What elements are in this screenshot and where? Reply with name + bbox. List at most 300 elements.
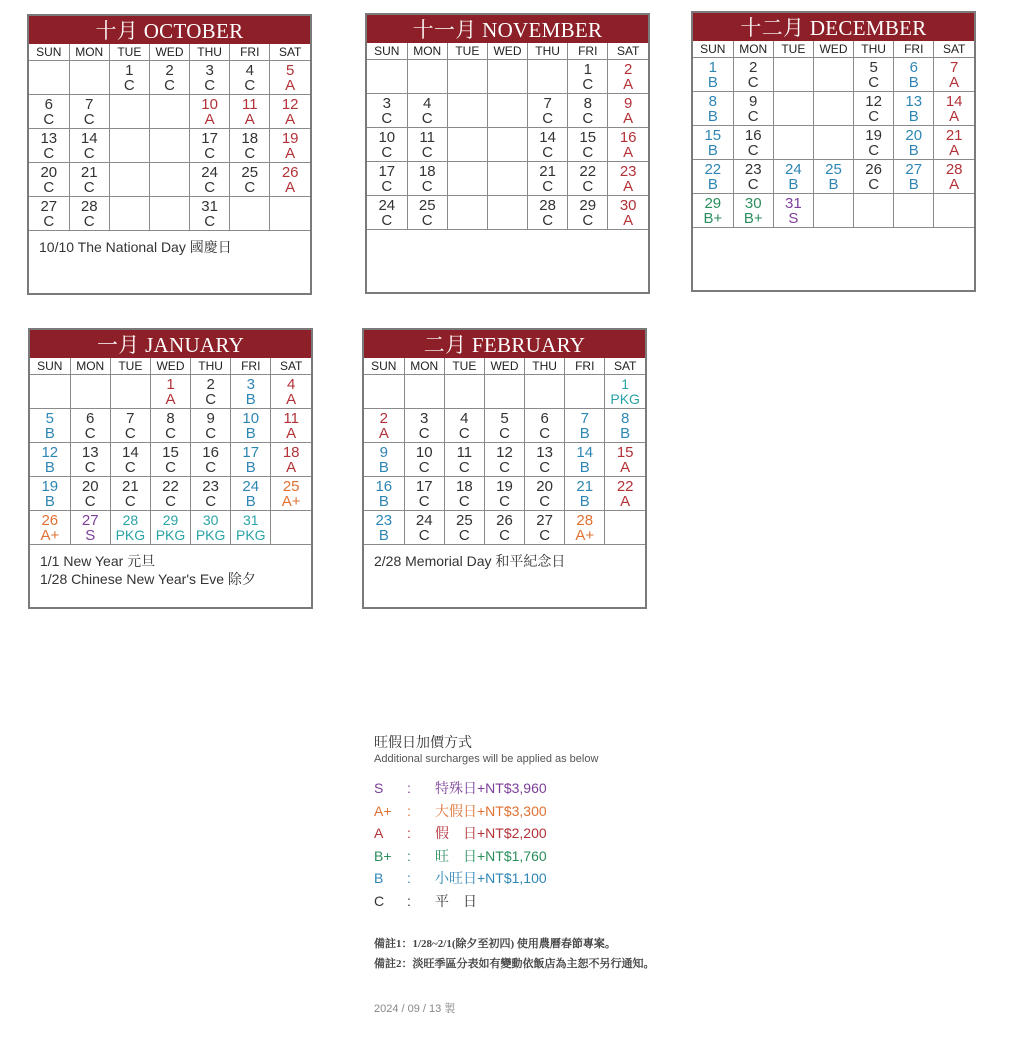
day-number: 24 xyxy=(201,163,218,181)
rate-code: C xyxy=(458,458,470,476)
day-number: 13 xyxy=(81,443,99,461)
day-number: 29 xyxy=(162,511,179,528)
day-number: 24 xyxy=(242,477,260,495)
weekday-header: TUE xyxy=(773,41,813,58)
weekday-header: TUE xyxy=(109,44,149,61)
day-cell xyxy=(934,126,974,160)
day-cell xyxy=(149,61,189,95)
day-cell xyxy=(367,94,407,128)
week-row xyxy=(693,160,974,194)
rate-code: C xyxy=(84,458,96,476)
day-number: 5 xyxy=(500,409,509,427)
day-number: 14 xyxy=(80,129,98,147)
day-number: 27 xyxy=(40,197,58,215)
day-cell xyxy=(29,129,69,163)
day-number: 13 xyxy=(905,92,923,110)
legend-code: A+ xyxy=(374,802,392,819)
day-number: 10 xyxy=(242,409,260,427)
holiday-notes xyxy=(30,545,311,595)
day-cell xyxy=(271,443,311,477)
weekday-header: SUN xyxy=(29,44,69,61)
rate-code: S xyxy=(85,526,96,544)
day-cell xyxy=(109,95,149,129)
day-cell xyxy=(110,409,150,443)
rate-code: A xyxy=(285,76,296,94)
rate-code: C xyxy=(499,458,510,476)
day-cell xyxy=(149,163,189,197)
day-cell xyxy=(854,58,894,92)
rate-code: B xyxy=(707,73,718,91)
day-cell xyxy=(487,196,527,230)
week-row xyxy=(693,92,974,126)
day-cell xyxy=(444,511,484,545)
calendar-october xyxy=(27,14,312,295)
day-cell xyxy=(894,126,934,160)
day-cell xyxy=(565,477,605,511)
rate-code: A xyxy=(286,424,297,442)
day-cell xyxy=(191,443,231,477)
day-cell xyxy=(854,126,894,160)
day-cell xyxy=(29,61,69,95)
rate-code: A xyxy=(623,143,634,161)
legend-rate: 平 日 xyxy=(435,892,477,909)
day-number: 29 xyxy=(579,196,597,214)
day-cell xyxy=(407,94,447,128)
rate-code: B xyxy=(908,141,919,159)
day-cell xyxy=(484,409,524,443)
holiday-notes xyxy=(367,230,648,244)
week-row xyxy=(29,163,310,197)
week-row xyxy=(693,58,974,92)
legend-colon: : xyxy=(407,892,411,909)
legend-title: 旺假日加價方式 xyxy=(374,736,472,751)
legend-colon: : xyxy=(407,825,411,841)
day-cell xyxy=(230,129,270,163)
day-cell xyxy=(404,477,444,511)
day-cell xyxy=(568,128,608,162)
day-number: 6 xyxy=(540,409,549,427)
legend-code: S xyxy=(374,780,384,796)
day-cell xyxy=(813,160,853,194)
rate-code: C xyxy=(124,492,136,510)
day-cell xyxy=(525,477,565,511)
day-cell xyxy=(69,197,109,231)
day-number: 15 xyxy=(579,128,597,146)
day-number: 18 xyxy=(418,162,436,180)
weekday-header: MON xyxy=(407,43,447,60)
day-cell xyxy=(934,58,974,92)
weekday-header: TUE xyxy=(447,43,487,60)
day-cell xyxy=(693,92,733,126)
day-cell xyxy=(404,511,444,545)
rate-code: A xyxy=(286,390,297,408)
rate-code: A xyxy=(949,141,960,159)
day-cell xyxy=(773,194,813,228)
legend-subtitle: Additional surcharges will be applied as below xyxy=(374,753,599,765)
rate-code: C xyxy=(747,141,759,159)
day-number: 26 xyxy=(865,160,882,178)
day-cell xyxy=(693,160,733,194)
rate-code: C xyxy=(204,76,216,94)
day-number: 19 xyxy=(865,126,882,144)
week-row xyxy=(364,409,645,443)
day-cell xyxy=(70,511,110,545)
day-cell xyxy=(271,409,311,443)
day-cell xyxy=(773,58,813,92)
day-cell xyxy=(30,477,70,511)
rate-code: C xyxy=(868,107,880,125)
rate-code: A xyxy=(623,109,634,127)
day-number: 7 xyxy=(85,95,94,113)
rate-code: B xyxy=(44,424,55,442)
rate-code: C xyxy=(84,424,96,442)
day-number: 8 xyxy=(621,409,630,427)
rate-code: C xyxy=(43,110,55,128)
day-cell xyxy=(407,162,447,196)
day-cell xyxy=(693,194,733,228)
day-cell xyxy=(30,443,70,477)
day-number: 31 xyxy=(785,194,802,212)
day-number: 1 xyxy=(166,375,175,393)
rate-code: B xyxy=(44,458,55,476)
day-number: 16 xyxy=(202,443,219,461)
legend-row xyxy=(374,822,774,845)
holiday-notes xyxy=(693,228,974,242)
day-cell xyxy=(693,58,733,92)
rate-code: C xyxy=(124,458,136,476)
calendar-grid xyxy=(29,44,310,231)
day-cell xyxy=(150,443,190,477)
day-cell xyxy=(528,60,568,94)
day-number: 28 xyxy=(945,160,963,178)
calendar-december xyxy=(691,11,976,292)
day-number: 12 xyxy=(496,443,513,461)
weekday-header: FRI xyxy=(231,358,271,375)
day-cell xyxy=(773,92,813,126)
rate-code: C xyxy=(421,177,433,195)
rate-code: A xyxy=(378,424,389,442)
day-number: 15 xyxy=(162,443,179,461)
rate-code: A xyxy=(285,110,296,128)
day-cell xyxy=(69,129,109,163)
rate-code: C xyxy=(418,526,430,544)
weekday-header: SAT xyxy=(934,41,974,58)
rate-code: B xyxy=(245,424,256,442)
day-cell xyxy=(608,162,648,196)
rate-code: C xyxy=(204,144,216,162)
rate-code: PKG xyxy=(235,526,266,543)
day-cell xyxy=(271,375,311,409)
rate-code: B xyxy=(908,73,919,91)
legend-colon: : xyxy=(407,780,411,796)
rate-code: C xyxy=(499,526,510,544)
week-row xyxy=(693,194,974,228)
day-number: 27 xyxy=(81,511,99,529)
day-cell xyxy=(447,196,487,230)
holiday-note: 2/28 Memorial Day 和平紀念日 xyxy=(374,553,566,569)
rate-code: PKG xyxy=(195,526,226,543)
week-row xyxy=(364,375,645,409)
day-cell xyxy=(565,375,605,409)
calendar-title: 十二月 DECEMBER xyxy=(693,13,974,41)
rate-code: C xyxy=(418,492,430,510)
day-cell xyxy=(109,163,149,197)
weekday-header: TUE xyxy=(110,358,150,375)
rate-code: B xyxy=(245,458,256,476)
day-cell xyxy=(894,92,934,126)
weekday-header: TUE xyxy=(444,358,484,375)
rate-code: C xyxy=(123,76,135,94)
rate-code: C xyxy=(868,175,880,193)
day-number: 19 xyxy=(281,129,299,147)
day-cell xyxy=(70,443,110,477)
calendar-november xyxy=(365,13,650,294)
rate-code: A xyxy=(949,175,960,193)
rate-code: C xyxy=(542,109,554,127)
calendar-title: 十月 OCTOBER xyxy=(29,16,310,44)
day-cell xyxy=(30,375,70,409)
week-row xyxy=(30,511,311,545)
day-cell xyxy=(733,58,773,92)
day-number: 26 xyxy=(496,511,513,529)
rate-code: A xyxy=(620,492,631,510)
day-cell xyxy=(367,162,407,196)
week-row xyxy=(367,128,648,162)
day-number: 30 xyxy=(744,194,762,212)
calendar-title: 一月 JANUARY xyxy=(30,330,311,358)
day-number: 9 xyxy=(206,409,215,427)
day-number: 4 xyxy=(423,94,432,112)
calendar-title: 二月 FEBRUARY xyxy=(364,330,645,358)
day-cell xyxy=(525,375,565,409)
rate-code: C xyxy=(539,492,551,510)
weekday-header: SUN xyxy=(364,358,404,375)
day-number: 3 xyxy=(246,375,255,393)
weekday-header: MON xyxy=(70,358,110,375)
rate-code: B xyxy=(620,424,631,442)
day-number: 17 xyxy=(242,443,260,461)
day-cell xyxy=(484,375,524,409)
day-number: 16 xyxy=(375,477,393,495)
rate-code: C xyxy=(165,492,176,510)
rate-code: A xyxy=(623,177,634,195)
legend-row xyxy=(374,867,774,890)
day-cell xyxy=(404,443,444,477)
rate-code: C xyxy=(421,109,433,127)
rate-code: A xyxy=(286,458,297,476)
legend-notes xyxy=(374,934,774,974)
day-cell xyxy=(565,409,605,443)
day-number: 19 xyxy=(496,477,513,495)
day-cell xyxy=(364,409,404,443)
day-cell xyxy=(407,196,447,230)
day-number: 25 xyxy=(456,511,473,529)
day-cell xyxy=(69,163,109,197)
day-cell xyxy=(854,194,894,228)
rate-code: C xyxy=(747,107,759,125)
weekday-header: FRI xyxy=(894,41,934,58)
day-cell xyxy=(444,375,484,409)
day-cell xyxy=(191,511,231,545)
weekday-header: SUN xyxy=(30,358,70,375)
rate-code: S xyxy=(788,209,799,227)
rate-code: C xyxy=(244,76,256,94)
weekday-header: WED xyxy=(149,44,189,61)
day-cell xyxy=(605,477,645,511)
day-number: 14 xyxy=(945,92,963,110)
day-cell xyxy=(773,126,813,160)
day-cell xyxy=(70,409,110,443)
day-cell xyxy=(191,409,231,443)
day-cell xyxy=(149,95,189,129)
rate-code: C xyxy=(205,390,217,408)
day-cell xyxy=(110,477,150,511)
rate-code: C xyxy=(244,178,256,196)
day-cell xyxy=(110,375,150,409)
day-cell xyxy=(605,443,645,477)
day-cell xyxy=(150,511,190,545)
rate-code: B xyxy=(788,175,799,193)
weekday-header: THU xyxy=(190,44,230,61)
calendar-grid xyxy=(30,358,311,545)
day-cell xyxy=(487,128,527,162)
day-cell xyxy=(271,511,311,545)
day-cell xyxy=(109,197,149,231)
day-cell xyxy=(364,477,404,511)
rate-code: A+ xyxy=(575,526,595,544)
rate-code: B xyxy=(707,107,718,125)
day-cell xyxy=(231,409,271,443)
rate-code: B xyxy=(908,175,919,193)
day-cell xyxy=(894,58,934,92)
calendar-grid xyxy=(693,41,974,228)
day-number: 26 xyxy=(281,163,299,181)
rate-code: A xyxy=(204,110,215,128)
day-number: 27 xyxy=(536,511,553,529)
rate-code: C xyxy=(381,109,393,127)
rate-code: C xyxy=(83,212,95,230)
day-number: 27 xyxy=(905,160,923,178)
day-cell xyxy=(773,160,813,194)
rate-code: C xyxy=(582,177,594,195)
day-cell xyxy=(733,92,773,126)
day-number: 8 xyxy=(583,94,592,112)
day-cell xyxy=(367,60,407,94)
day-number: 25 xyxy=(825,160,842,178)
day-number: 19 xyxy=(41,477,59,495)
rate-code: C xyxy=(499,492,510,510)
weekday-header: MON xyxy=(69,44,109,61)
day-number: 6 xyxy=(909,58,918,76)
day-number: 22 xyxy=(162,477,179,495)
holiday-note: 1/1 New Year 元旦 xyxy=(40,553,156,569)
day-number: 7 xyxy=(543,94,552,112)
calendar-february xyxy=(362,328,647,609)
day-cell xyxy=(407,128,447,162)
day-number: 1 xyxy=(708,58,717,76)
day-cell xyxy=(525,443,565,477)
rate-code: C xyxy=(458,492,470,510)
legend-colon: : xyxy=(407,870,411,886)
rate-code: C xyxy=(747,73,759,91)
day-cell xyxy=(230,197,270,231)
day-cell xyxy=(528,128,568,162)
day-cell xyxy=(190,129,230,163)
weekday-header: SAT xyxy=(605,358,645,375)
day-number: 9 xyxy=(379,443,388,461)
day-number: 14 xyxy=(576,443,594,461)
weekday-header: WED xyxy=(484,358,524,375)
holiday-notes xyxy=(364,545,645,577)
weekday-header: THU xyxy=(854,41,894,58)
day-number: 4 xyxy=(287,375,296,393)
day-cell xyxy=(733,160,773,194)
day-cell xyxy=(150,375,190,409)
day-cell xyxy=(568,162,608,196)
day-cell xyxy=(528,94,568,128)
day-number: 28 xyxy=(539,196,556,214)
day-number: 11 xyxy=(456,443,473,461)
rate-code: C xyxy=(418,458,430,476)
day-cell xyxy=(364,511,404,545)
day-number: 8 xyxy=(166,409,175,427)
day-number: 18 xyxy=(456,477,473,495)
day-number: 10 xyxy=(415,443,433,461)
legend-code: A xyxy=(374,825,384,841)
rate-code: C xyxy=(542,211,554,229)
day-cell xyxy=(854,160,894,194)
day-cell xyxy=(528,162,568,196)
day-cell xyxy=(813,126,853,160)
day-cell xyxy=(109,129,149,163)
day-cell xyxy=(487,162,527,196)
day-cell xyxy=(813,58,853,92)
day-cell xyxy=(270,95,310,129)
day-number: 1 xyxy=(125,61,134,79)
rate-code: C xyxy=(244,144,256,162)
day-cell xyxy=(69,61,109,95)
day-number: 11 xyxy=(241,95,258,113)
legend-rows xyxy=(374,777,774,912)
rate-code: B+ xyxy=(743,209,763,227)
day-cell xyxy=(69,95,109,129)
weekday-header: SUN xyxy=(693,41,733,58)
day-number: 13 xyxy=(40,129,58,147)
day-cell xyxy=(934,160,974,194)
day-cell xyxy=(525,511,565,545)
day-cell xyxy=(149,197,189,231)
rate-code: PKG xyxy=(610,390,640,407)
rate-code: B xyxy=(245,390,256,408)
rate-code: C xyxy=(204,178,216,196)
day-number: 17 xyxy=(201,129,218,147)
rate-code: B xyxy=(579,492,590,510)
rate-code: C xyxy=(165,424,176,442)
day-number: 31 xyxy=(201,197,218,215)
day-cell xyxy=(447,60,487,94)
day-cell xyxy=(191,477,231,511)
day-cell xyxy=(608,128,648,162)
day-cell xyxy=(934,194,974,228)
day-number: 24 xyxy=(415,511,433,529)
day-number: 25 xyxy=(241,163,259,181)
day-number: 4 xyxy=(245,61,254,79)
day-number: 21 xyxy=(80,163,98,181)
day-cell xyxy=(568,60,608,94)
weekday-header: SAT xyxy=(608,43,648,60)
day-number: 24 xyxy=(378,196,396,214)
production-date: 2024 / 09 / 13 製 xyxy=(374,1003,456,1015)
